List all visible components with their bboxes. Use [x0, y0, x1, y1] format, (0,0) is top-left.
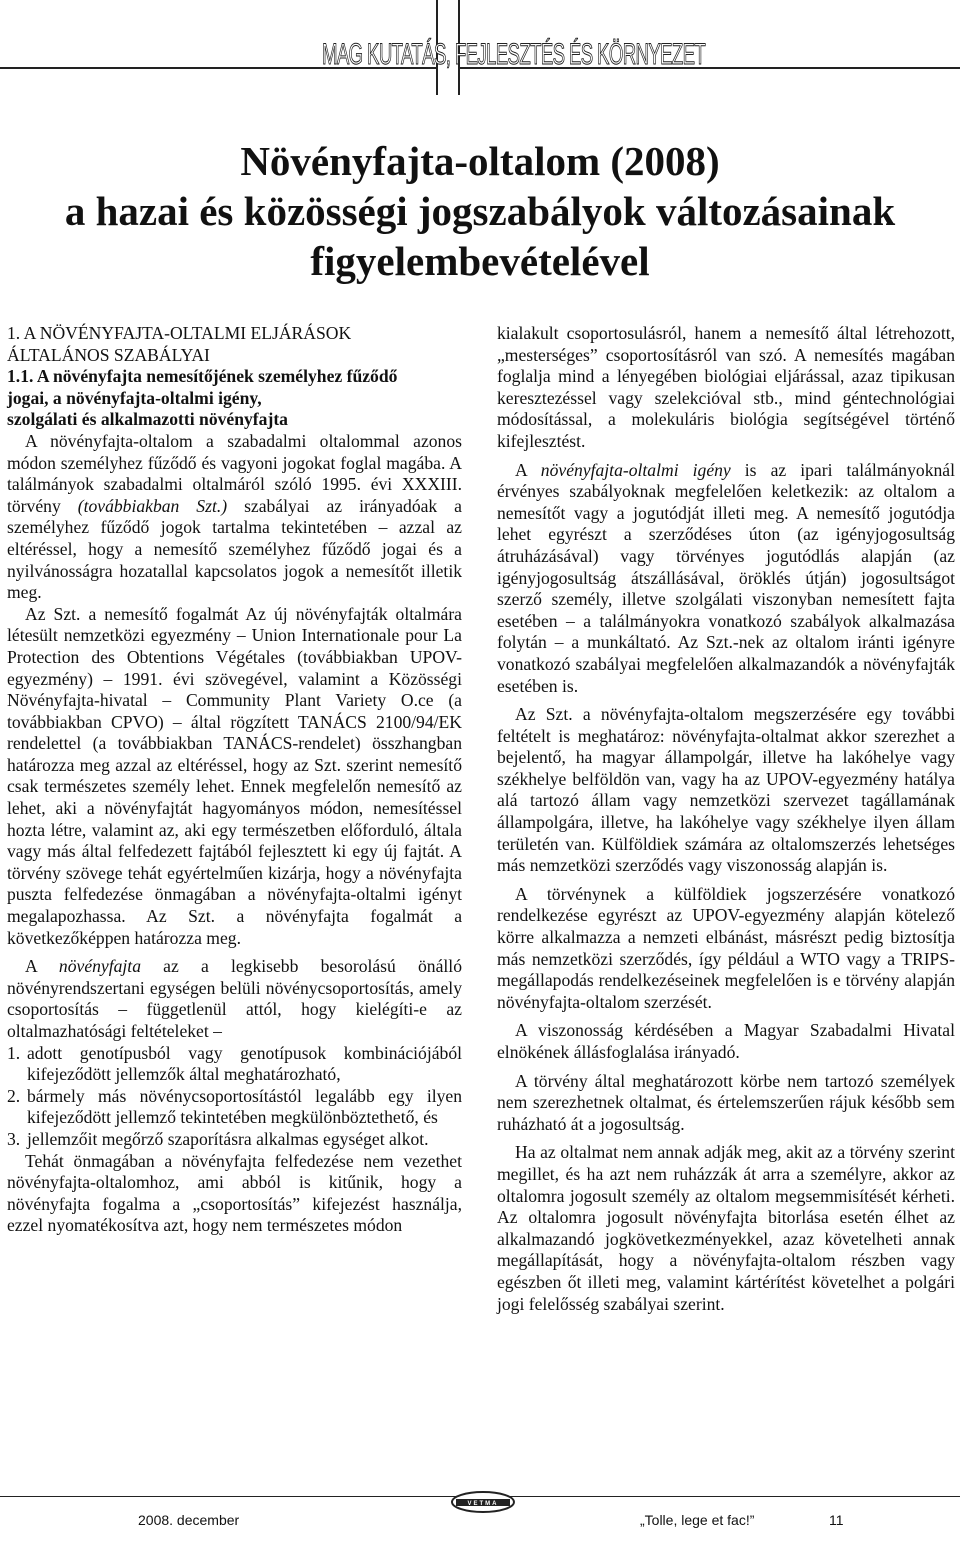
subsection-heading-cont: jogai, a növényfajta-oltalmi igény,: [7, 387, 262, 408]
paragraph: Tehát önmagában a növényfajta felfedezése nem vezethet növényfajta-oltalomhoz, ami abból is kitűnik, hogy a növényfajta fogalma a „csoportosítás” kifejezést használja, ezzel nyomatékosítva azt, hogy nem természetes módon: [7, 1150, 462, 1236]
subsection-heading-cont: szolgálati és alkalmazotti növényfajta: [7, 409, 288, 430]
list-item: 3. jellemzőit megőrző szaporításra alkalmas egységet alkot.: [7, 1128, 429, 1149]
section-heading-cont: ÁLTALÁNOS SZABÁLYAI: [7, 344, 210, 365]
subsection-heading: 1.1. A növényfajta nemesítőjének személyhez fűződő: [7, 366, 398, 387]
right-column: [497, 323, 955, 1315]
paragraph: Az Szt. a nemesítő fogalmát Az új növényfajták oltalmára létesült nemzetközi egyezmény – Union Internationale pour La Protection des Obtentions Végétales (továbbiakban UPOV-egyezmény) – 1991. évi szövegével, valamint a Közösségi Növényfajta-hivatal – Community Plant Variety O.ce (a továbbiakban CPVO) – által rögzített TANÁCS 2100/94/EK rendelettel (a továbbiakban TANÁCS-rendelet) összhangban határozza meg azzal az eltéréssel, hogy az Szt. szerint nemesítő csak természetes személy lehet. Ennek megfelelőn nemesítő az lehet, aki a növényfajtát hagyományos módon, nemesítéssel hozta létre, valamint az, aki egy természetben előforduló, általa vagy más által felfedezett fajtából fejlesztett ki egy új fajtát. A törvény szövege tehát egyértelműen kizárja, hogy a növényfajta puszta felfedezése önmagában a növényfajta-oltalmi igényt megalapozhassa. Az Szt. a növényfajta fogalmát a következőképpen határozza meg.: [7, 603, 462, 948]
paragraph: kialakult csoportosulásról, hanem a nemesítő által létrehozott, „mesterséges” csoportosításról van szó. A nemesítés magában foglalja mind a lényegében biológiai eljárással, azaz tipikusan keresztezéssel vagy szelekcióval stb., mind géntechnológiai módosítással, a molekuláris biológia segítségével történő kifejlesztést.: [497, 323, 955, 451]
vetma-logo: [450, 1490, 516, 1514]
paragraph: A növényfajta-oltalom a szabadalmi oltalommal azonos módon személyhez fűződő és vagyoni jogokat foglal magába. A találmányok szabadalmi oltalmáról szóló 1995. évi XXXIII. törvény (továbbiakban Szt.) szabályai az irányadóak a személyhez fűződő jogok tartalma tekintetében – azzal az eltéréssel, hogy a nemesítő személyhez fűződő jogai és a nyilvánosságra hozatallal kapcsolatos jogok a nemesítőt illetik meg.: [7, 430, 462, 603]
paragraph: A növényfajta-oltalmi igény is az ipari találmányoknál érvényes szabályoknak megfelelően keletkezik: az oltalom a nemesítőt vagy a jogutódját illeti meg. A nemesítő jogutódja lehet egyrészt a szerződéses úton (az igényjogosultság átruházásával) vagy törvényes jogutódlás alapján (az igényjogosultság átszállásával, öröklés útján) jogosultságot szerző személy, illetve szolgálati viszonyban nemesített fajta esetében – a találmányokra vonatkozó szabályok alkalmazása folytán – a munkáltató. Az Szt.-nek az oltalom iránti igényre vonatkozó szabályai megfelelően alkalmazandók a növényfajták esetében is.: [497, 459, 955, 696]
section-header: MAG KUTATÁS, FEJLESZTÉS ÉS KÖRNYEZET: [322, 38, 706, 71]
paragraph: A növényfajta az a legkisebb besorolású önálló növényrendszertani egységen belüli növénycsoportosítás, amely csoportosítás – függetlenül attól, hogy kielégíti-e az oltalmazhatósági feltételeket –: [7, 956, 462, 1041]
paragraph: Ha az oltalmat nem annak adják meg, akit az a törvény szerint megillet, és ha azt nem ruházzák át arra a személyre, akkor az oltalomra jogosult személy az oltalom megsemmisítését kérheti. Az oltalomra jogosult növényfajta bitorlása esetén élhet az alkalmazandó jogkövetkezményekkel, azaz követelheti annak megállapítását, hogy a növényfajta-oltalom részben vagy egészben őt illeti meg, valamint kártérítést követelhet a polgári jogi felelősség szabályai szerint.: [497, 1142, 955, 1314]
section-heading: 1. A NÖVÉNYFAJTA-OLTALMI ELJÁRÁSOK: [7, 323, 352, 343]
footer-date: 2008. december: [138, 1512, 240, 1528]
page-number: 11: [829, 1512, 844, 1528]
title-line-3: figyelembevételével: [310, 238, 650, 284]
paragraph: A törvénynek a külföldiek jogszerzésére vonatkozó rendelkezése egyrészt az UPOV-egyezmény alapján kötelező körre alkalmazza a nemzeti elbánást, másrészt pedig biztosítja más nemzetközi szerződés, így például a WTO vagy a TRIPS-megállapodás rendelkezéseinek megfelelően is e törvény alapján növényfajta-oltalom szerzését.: [497, 883, 955, 1012]
article-title: [0, 136, 960, 286]
paragraph: A viszonosság kérdésében a Magyar Szabadalmi Hivatal elnökének állásfoglalása irányadó.: [497, 1020, 955, 1062]
svg-text:VETMA: VETMA: [467, 1501, 499, 1507]
title-line-2: a hazai és közösségi jogszabályok változásainak: [64, 188, 896, 234]
paragraph: Az Szt. a növényfajta-oltalom megszerzésére egy további feltételt is meghatároz: növényfajta-oltalmat akkor szerezhet a bejelentő, ha magyar állampolgár, illetve ha lakóhelye vagy székhelye belföldön van, vagy ha az UPOV-egyezmény hatálya alá tartozó állam vagy nemzetközi szervezet tagállamának állampolgára, illetve, ha lakóhelye vagy székhelye ilyen állam területén van. Külföldiek számára az oltalomszerzés lehetséges más nemzetközi szerződés vagy viszonosság alapján is.: [497, 704, 955, 876]
title-line-1: Növényfajta-oltalom (2008): [240, 138, 720, 184]
list-item: 2. bármely más növénycsoportosítástól legalább egy ilyen kifejeződött jellemző tekintetében megkülönböztethető, és: [7, 1085, 462, 1128]
left-column: [7, 323, 462, 1237]
footer-motto: „Tolle, lege et fac!”: [640, 1512, 755, 1528]
list-item: 1. adott genotípusból vagy genotípusok kombinációjából kifejeződött jellemzők által meghatározható,: [7, 1042, 462, 1085]
paragraph: A törvény által meghatározott körbe nem tartozó személyek nem szerezhetnek oltalmat, és értelemszerűen rájuk később sem ruházható át a jogosultság.: [497, 1070, 955, 1134]
